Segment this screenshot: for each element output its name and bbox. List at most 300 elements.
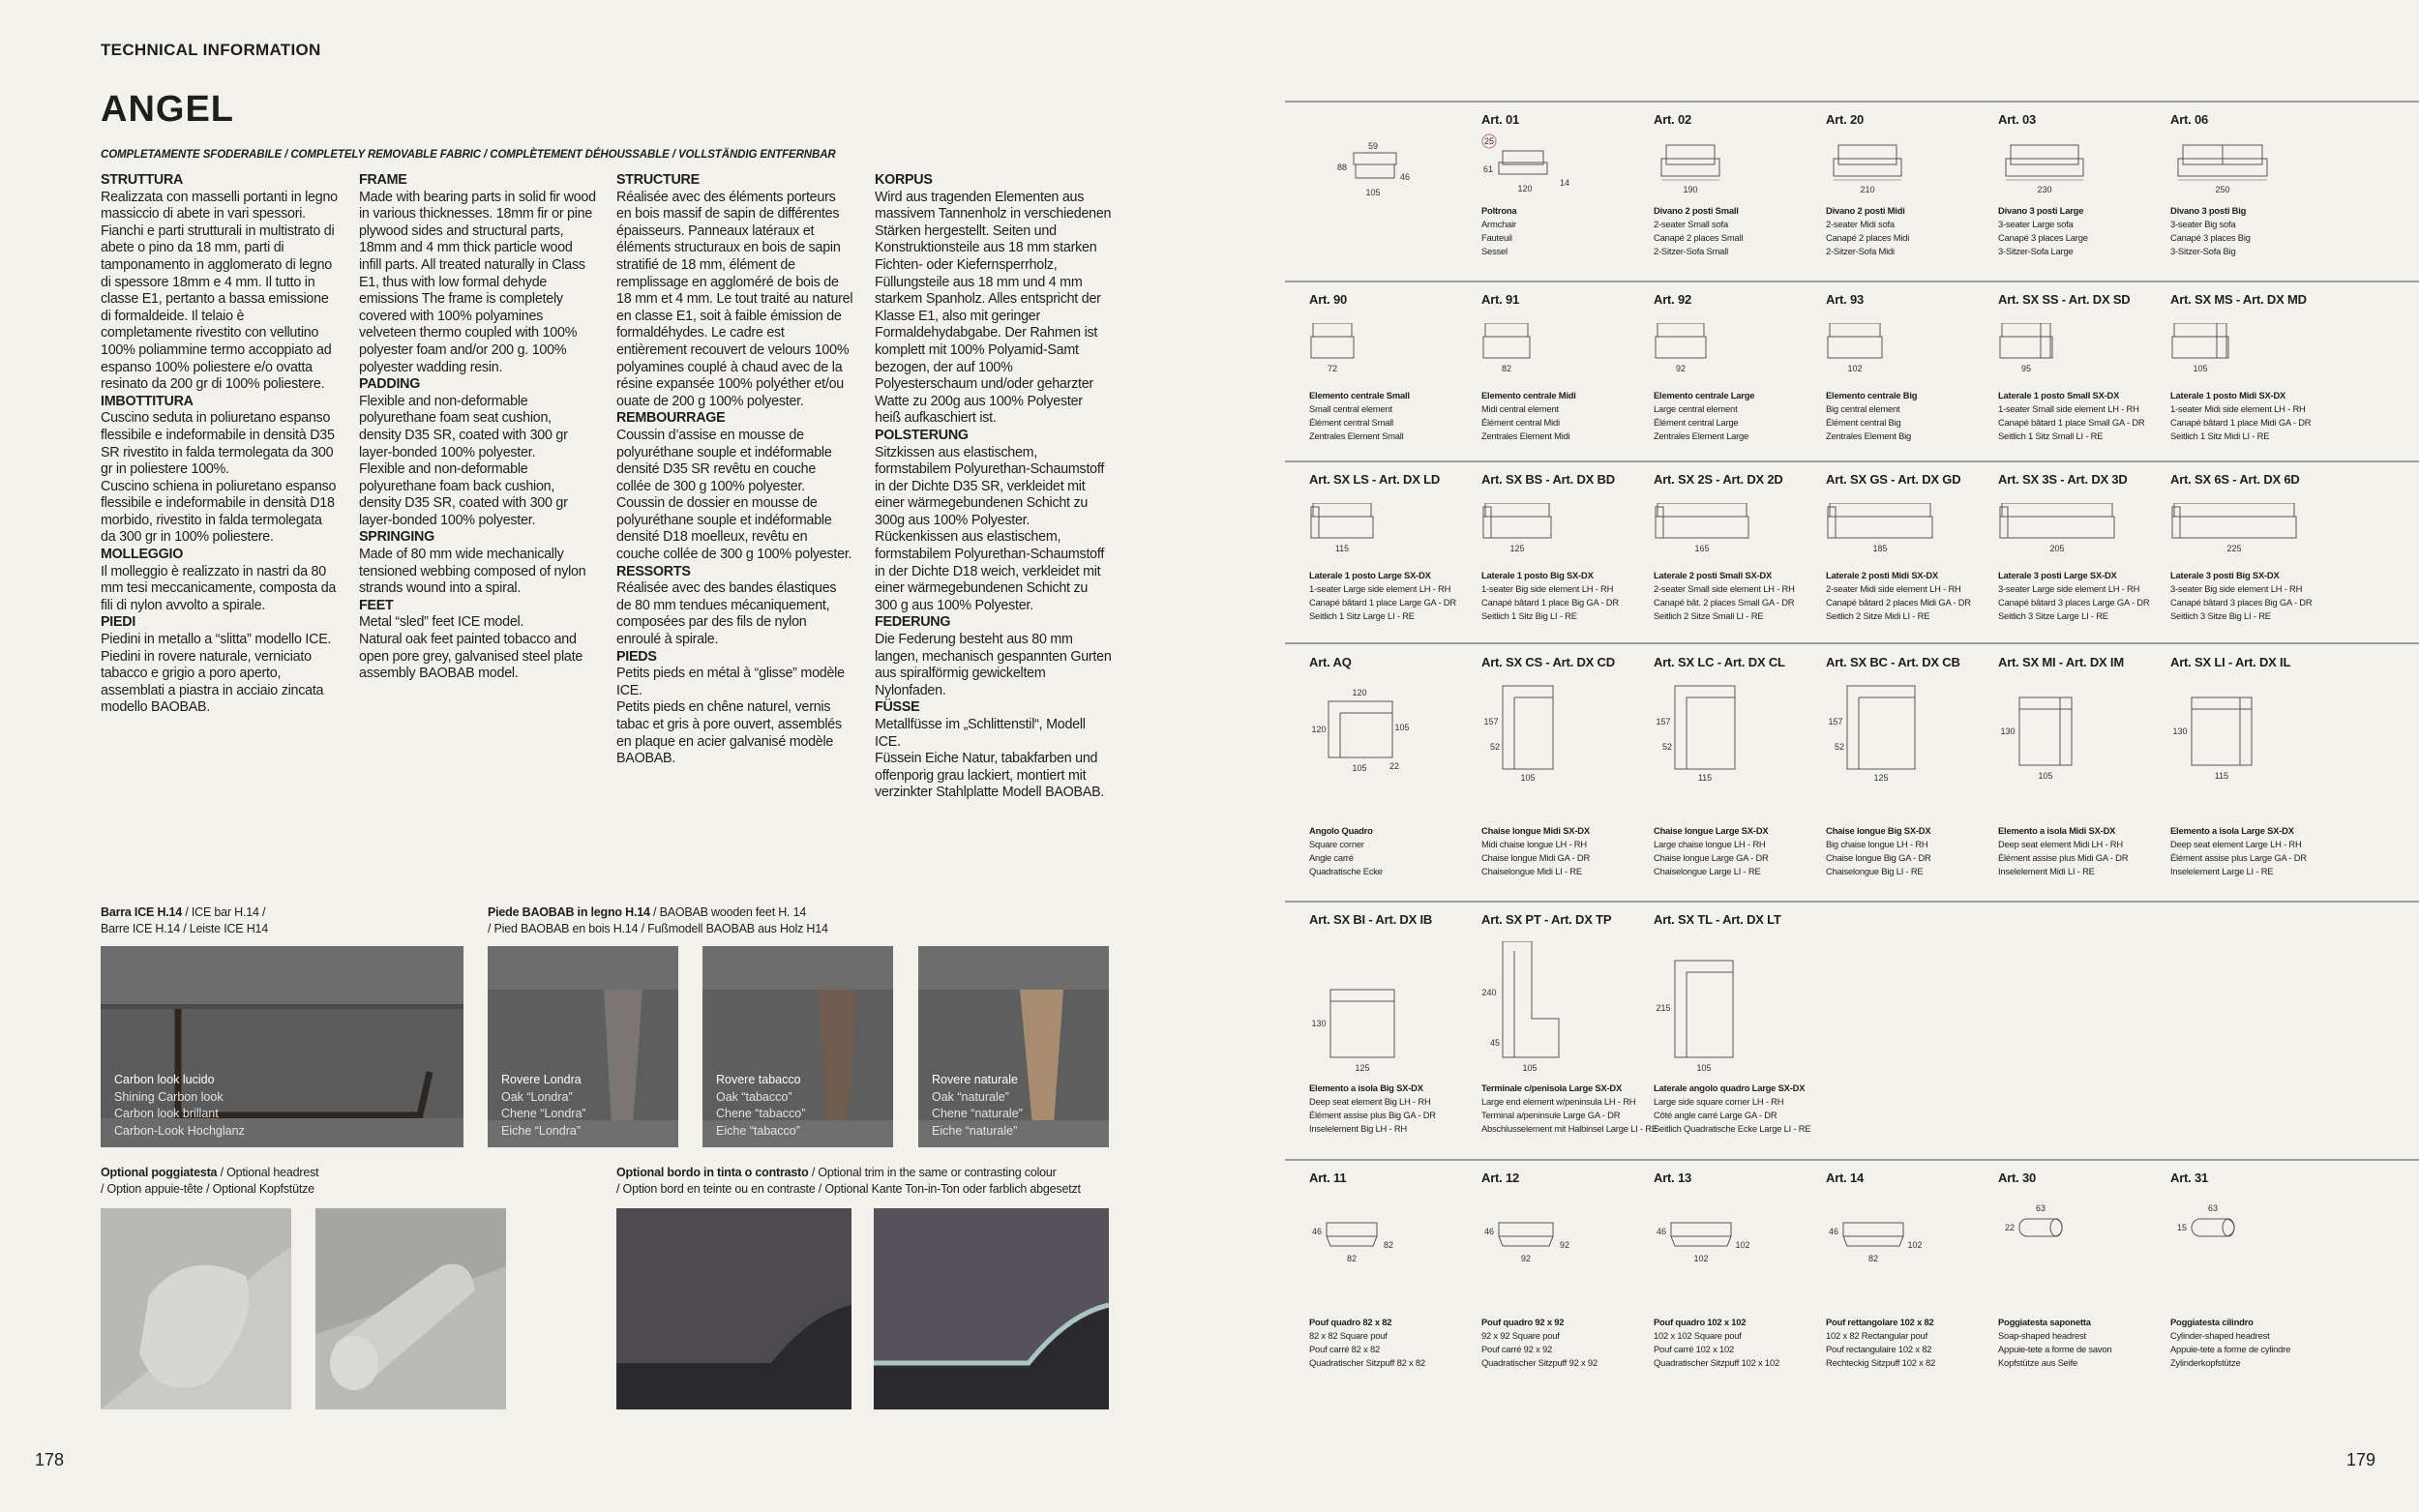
description-line: Élément assise plus Midi GA - DR bbox=[1998, 852, 2129, 863]
description-line: Côté angle carré Large GA - DR bbox=[1654, 1110, 1777, 1120]
dimension-label: 52 bbox=[1834, 742, 1845, 752]
dimension-label: 92 bbox=[1559, 1240, 1570, 1250]
dimension-label: 46 bbox=[1483, 1227, 1495, 1236]
description-line: Appuie-tete a forme de cylindre bbox=[2170, 1344, 2291, 1354]
description-line: 102 x 82 Rectangular pouf bbox=[1826, 1330, 1927, 1341]
dimension-label: 125 bbox=[1509, 544, 1525, 553]
description-line: Canapé 2 places Midi bbox=[1826, 232, 1910, 243]
dimension-label: 52 bbox=[1661, 742, 1673, 752]
article-code: Art. SX 3S - Art. DX 3D bbox=[1998, 472, 2128, 487]
description-line: 102 x 102 Square pouf bbox=[1654, 1330, 1742, 1341]
spec-column-4 bbox=[875, 172, 1112, 802]
ice-finish-label: Carbon look lucido Shining Carbon look Carbon look brillant Carbon-Look Hochglanz bbox=[114, 1073, 245, 1138]
description-line: Midi central element bbox=[1481, 403, 1559, 414]
item-description bbox=[1309, 824, 1485, 878]
page-number-left: 178 bbox=[35, 1450, 65, 1469]
module-drawing bbox=[2170, 684, 2341, 829]
dimension-label: 46 bbox=[1828, 1227, 1839, 1236]
description-line: 3-seater Large sofa bbox=[1998, 219, 2074, 229]
description-line: Appuie-tete a forme de savon bbox=[1998, 1344, 2112, 1354]
article-code: Art. SX 6S - Art. DX 6D bbox=[2170, 472, 2300, 487]
description-line: Elemento a isola Large SX-DX bbox=[2170, 825, 2294, 836]
article-code: Art. 91 bbox=[1481, 292, 1520, 307]
description-line: Pouf carré 82 x 82 bbox=[1309, 1344, 1381, 1354]
subtitle: COMPLETAMENTE SFODERABILE / COMPLETELY REMOVABLE FABRIC / COMPLÈTEMENT DÉHOUSSABLE / VOLLSTÄNDIG ENTFERNBAR bbox=[101, 149, 836, 161]
article-code: Art. SX LS - Art. DX LD bbox=[1309, 472, 1441, 487]
dimension-label: 45 bbox=[1489, 1038, 1501, 1048]
dimension-label: 88 bbox=[1336, 163, 1348, 172]
item-description bbox=[1654, 389, 1830, 443]
page-number-right: 179 bbox=[2346, 1450, 2376, 1469]
dimension-label: 14 bbox=[1559, 178, 1570, 188]
module-drawing bbox=[1309, 132, 1479, 209]
item-description bbox=[1654, 824, 1830, 878]
photo-trim-1 bbox=[616, 1208, 851, 1409]
dimension-label: 92 bbox=[1675, 364, 1687, 373]
description-line: Divano 3 posti Large bbox=[1998, 205, 2084, 216]
description-line: Quadratischer Sitzpuff 82 x 82 bbox=[1309, 1357, 1425, 1368]
dimension-label: 59 bbox=[1367, 141, 1379, 151]
article-code: Art. SX MI - Art. DX IM bbox=[1998, 655, 2124, 669]
description-line: Deep seat element Midi LH - RH bbox=[1998, 839, 2123, 849]
item-description bbox=[1481, 389, 1657, 443]
description-line: 3-Sitzer-Sofa Large bbox=[1998, 246, 2074, 256]
description-line: Chaise longue Large SX-DX bbox=[1654, 825, 1769, 836]
article-code: Art. 01 bbox=[1481, 112, 1520, 127]
article-code: Art. 90 bbox=[1309, 292, 1348, 307]
item-description bbox=[2170, 389, 2346, 443]
spec-heading: PIEDS bbox=[616, 648, 657, 665]
trim-same-colour-image bbox=[616, 1208, 851, 1409]
description-line: Elemento centrale Big bbox=[1826, 390, 1918, 400]
dimension-label: 157 bbox=[1656, 717, 1671, 726]
trim-contrast-image bbox=[874, 1208, 1109, 1409]
item-description bbox=[1826, 569, 2002, 623]
description-line: Large chaise longue LH - RH bbox=[1654, 839, 1766, 849]
description-line: Large end element w/peninsula LH - RH bbox=[1481, 1096, 1636, 1107]
photo-headrest-2 bbox=[315, 1208, 506, 1409]
row-divider bbox=[1285, 901, 2419, 903]
dimension-label: 15 bbox=[2176, 1223, 2188, 1232]
module-drawing bbox=[1654, 941, 1824, 1086]
dimension-label: 22 bbox=[2004, 1223, 2016, 1232]
item-description bbox=[1481, 824, 1657, 878]
article-code: Art. SX LC - Art. DX CL bbox=[1654, 655, 1785, 669]
description-line: Pouf quadro 82 x 82 bbox=[1309, 1317, 1392, 1327]
item-description bbox=[1309, 1082, 1485, 1136]
dimension-label: 82 bbox=[1867, 1254, 1879, 1263]
description-line: Elemento centrale Large bbox=[1654, 390, 1755, 400]
dimension-label: 105 bbox=[1365, 188, 1381, 197]
description-line: Armchair bbox=[1481, 219, 1516, 229]
spec-heading: RESSORTS bbox=[616, 563, 691, 579]
spec-text: Flexible and non-deformable polyurethane foam seat cushion, density D35 SR, coated with 300 gr layer-bonded 100% polyester. Flexible and non-deformable polyurethane foam back cushion, density D35 SR, coated with 300 gr layer-bonded 100% polyester. bbox=[359, 393, 568, 528]
module-drawing bbox=[1309, 684, 1479, 829]
spec-text: Il molleggio è realizzato in nastri da 80 mm tesi meccanicamente, composta da fili di nylon avvolto a spirale. bbox=[101, 563, 337, 613]
dimension-label: 157 bbox=[1483, 717, 1499, 726]
description-line: Laterale 1 posto Large SX-DX bbox=[1309, 570, 1431, 580]
dimension-label: 105 bbox=[1696, 1063, 1712, 1073]
description-line: Midi chaise longue LH - RH bbox=[1481, 839, 1587, 849]
item-description bbox=[1826, 824, 2002, 878]
article-code: Art. SX PT - Art. DX TP bbox=[1481, 912, 1612, 927]
spec-heading: FRAME bbox=[359, 172, 407, 188]
description-line: Deep seat element Big LH - RH bbox=[1309, 1096, 1431, 1107]
description-line: Zentrales Element Small bbox=[1309, 430, 1404, 441]
dimension-label: 46 bbox=[1311, 1227, 1323, 1236]
row-divider bbox=[1285, 642, 2419, 644]
dimension-label: 102 bbox=[1907, 1240, 1923, 1250]
description-line: Big chaise longue LH - RH bbox=[1826, 839, 1928, 849]
spec-heading: PADDING bbox=[359, 376, 421, 393]
item-description bbox=[1481, 1316, 1657, 1370]
headrest-image bbox=[101, 1208, 291, 1409]
spec-text: Die Federung besteht aus 80 mm langen, mechanisch gespannten Gurten aus spiralförmig gewickeltem Nylonfaden. bbox=[875, 632, 1112, 698]
dimension-label: 105 bbox=[1522, 1063, 1538, 1073]
photo-ice-carbon bbox=[101, 946, 463, 1147]
article-code: Art. SX TL - Art. DX LT bbox=[1654, 912, 1781, 927]
description-line: Seitlich 3 Sitze Large LI - RE bbox=[1998, 610, 2108, 621]
dimension-label: 102 bbox=[1735, 1240, 1750, 1250]
item-description bbox=[1481, 1082, 1657, 1136]
row-divider bbox=[1285, 281, 2419, 282]
article-code: Art. 93 bbox=[1826, 292, 1865, 307]
spec-text: Realizzata con masselli portanti in legno massiccio di abete in vari spessori. Fianchi e parti strutturali in multistrato di abete o pino da 18 mm, parti di tamponamento in agglomerato di legno di spessore 18mm e 4 mm. Il tutto in classe E1, pertanto a bassa emissione di formaldeide. Il telaio è completamente rivestito con vellutino 100% poliammine termo accoppiato ad espanso 100% poliestere e/o ovatta resinato da 200 gr di 100% poliestere. bbox=[101, 189, 338, 393]
description-line: Terminale c/penisola Large SX-DX bbox=[1481, 1082, 1623, 1093]
description-line: 1-seater Midi side element LH - RH bbox=[2170, 403, 2306, 414]
description-line: Pouf rectangulaire 102 x 82 bbox=[1826, 1344, 1932, 1354]
spec-text: Réalisée avec des éléments porteurs en bois massif de sapin de différentes épaisseurs. Panneaux latéraux et éléments structuraux en bois de sapin stratifié de 18 mm, élément de remplissage en aggloméré de bois de 18 mm et 4 mm. Le tout traité au naturel en classe E1, soit à faible émission de formaldéhydes. Le cadre est entièrement recouvert de velours 100% polyamines couplé à chaud avec de la résine expansée 100% polyéther et/ou ouate de 200 g 100% polyester. bbox=[616, 189, 853, 409]
item-description bbox=[1309, 389, 1485, 443]
description-line: 3-Sitzer-Sofa Big bbox=[2170, 246, 2236, 256]
description-line: Inselelement Large LI - RE bbox=[2170, 866, 2274, 876]
module-drawing bbox=[2170, 1200, 2341, 1277]
description-line: Poggiatesta cilindro bbox=[2170, 1317, 2254, 1327]
module-drawing bbox=[1481, 941, 1652, 1086]
description-line: Elemento centrale Small bbox=[1309, 390, 1410, 400]
spec-text: Cuscino seduta in poliuretano espanso flessibile e indeformabile in densità D35 SR rivestito in falda termolegata da 300 gr in poliestere 100%. Cuscino schiena in poliuretano espanso flessibile e indeformabile in densità D18 morbido, rivestito in falda termolegata da 300 gr in 100% poliestere. bbox=[101, 410, 337, 546]
article-code: Art. SX BI - Art. DX IB bbox=[1309, 912, 1433, 927]
dimension-label: 102 bbox=[1847, 364, 1863, 373]
description-line: Kopfstütze aus Seife bbox=[1998, 1357, 2077, 1368]
description-line: Seitlich 1 Sitz Midi LI - RE bbox=[2170, 430, 2270, 441]
article-code: Art. 03 bbox=[1998, 112, 2037, 127]
dimension-label: 130 bbox=[2172, 726, 2188, 736]
spec-heading: STRUCTURE bbox=[616, 172, 700, 188]
spec-heading: PIEDI bbox=[101, 614, 136, 631]
description-line: Chaise longue Big SX-DX bbox=[1826, 825, 1931, 836]
description-line: Fauteuil bbox=[1481, 232, 1512, 243]
article-code: Art. SX SS - Art. DX SD bbox=[1998, 292, 2131, 307]
spec-column-1 bbox=[101, 172, 338, 717]
spec-heading: SPRINGING bbox=[359, 529, 434, 546]
description-line: Big central element bbox=[1826, 403, 1900, 414]
description-line: 2-seater Midi sofa bbox=[1826, 219, 1895, 229]
spec-text: Réalisée avec des bandes élastiques de 80 mm tendues mécaniquement, composées par des fils de nylon enroulé à spirale. bbox=[616, 580, 837, 648]
article-code: Art. SX BS - Art. DX BD bbox=[1481, 472, 1615, 487]
description-line: Laterale 1 posto Midi SX-DX bbox=[2170, 390, 2286, 400]
description-line: Canapé bâtard 2 places Midi GA - DR bbox=[1826, 597, 1971, 608]
module-drawing bbox=[1481, 132, 1652, 209]
description-line: Laterale 1 posto Small SX-DX bbox=[1998, 390, 2120, 400]
dimension-label: 72 bbox=[1327, 364, 1338, 373]
photo-headrest-1 bbox=[101, 1208, 291, 1409]
article-code: Art. 31 bbox=[2170, 1171, 2209, 1185]
description-line: Cylinder-shaped headrest bbox=[2170, 1330, 2270, 1341]
spec-text: Metal “sled” feet ICE model. Natural oak feet painted tobacco and open pore grey, galvanised steel plate assembly BAOBAB model. bbox=[359, 614, 583, 682]
description-line: Canapé 2 places Small bbox=[1654, 232, 1744, 243]
description-line: Quadratischer Sitzpuff 102 x 102 bbox=[1654, 1357, 1779, 1368]
description-line: Sessel bbox=[1481, 246, 1508, 256]
dimension-label: 105 bbox=[1520, 773, 1536, 783]
description-line: Canapé 3 places Large bbox=[1998, 232, 2088, 243]
description-line: Canapé 3 places Big bbox=[2170, 232, 2251, 243]
dimension-label: 120 bbox=[1311, 725, 1327, 734]
dimension-label: 125 bbox=[1873, 773, 1889, 783]
dimension-label: 250 bbox=[2215, 185, 2230, 194]
description-line: Laterale 2 posti Small SX-DX bbox=[1654, 570, 1773, 580]
description-line: Pouf rettangolare 102 x 82 bbox=[1826, 1317, 1934, 1327]
description-line: 82 x 82 Square pouf bbox=[1309, 1330, 1388, 1341]
dimension-label: 61 bbox=[1482, 164, 1494, 174]
description-line: Pouf quadro 102 x 102 bbox=[1654, 1317, 1747, 1327]
description-line: Terminal a/peninsule Large GA - DR bbox=[1481, 1110, 1621, 1120]
description-line: 3-seater Big side element LH - RH bbox=[2170, 583, 2303, 594]
spec-heading: REMBOURRAGE bbox=[616, 410, 726, 427]
dimension-label: 225 bbox=[2226, 544, 2242, 553]
description-line: Poggiatesta saponetta bbox=[1998, 1317, 2091, 1327]
description-line: 1-seater Small side element LH - RH bbox=[1998, 403, 2139, 414]
description-line: Chaiselongue Large LI - RE bbox=[1654, 866, 1761, 876]
description-line: Seitlich 3 Sitze Big LI - RE bbox=[2170, 610, 2271, 621]
description-line: Seitlich 1 Sitz Large LI - RE bbox=[1309, 610, 1415, 621]
photo-trim-2 bbox=[874, 1208, 1109, 1409]
spec-heading: FEDERUNG bbox=[875, 614, 951, 631]
article-code: Art. SX CS - Art. DX CD bbox=[1481, 655, 1615, 669]
article-code: Art. 14 bbox=[1826, 1171, 1865, 1185]
article-code: Art. 92 bbox=[1654, 292, 1692, 307]
article-code: Art. SX MS - Art. DX MD bbox=[2170, 292, 2307, 307]
article-code: Art. SX GS - Art. DX GD bbox=[1826, 472, 1961, 487]
spec-heading: POLSTERUNG bbox=[875, 427, 969, 443]
item-description bbox=[1654, 569, 1830, 623]
article-code: Art. SX LI - Art. DX IL bbox=[2170, 655, 2291, 669]
description-line: Élément central Midi bbox=[1481, 417, 1560, 428]
spec-text: Petits pieds en métal à “glisse” modèle ICE. Petits pieds en chêne naturel, vernis tabac et gris à pore ouvert, assemblés en plaque en acier galvanisé modèle BAOBAB. bbox=[616, 666, 845, 767]
dimension-label: 130 bbox=[2000, 726, 2016, 736]
description-line: Pouf carré 102 x 102 bbox=[1654, 1344, 1735, 1354]
description-line: Chaise longue Midi GA - DR bbox=[1481, 852, 1591, 863]
item-description bbox=[1654, 1316, 1830, 1370]
item-description bbox=[2170, 569, 2346, 623]
dimension-label: 102 bbox=[1693, 1254, 1709, 1263]
dimension-label: 63 bbox=[2207, 1203, 2219, 1213]
description-line: 3-seater Large side element LH - RH bbox=[1998, 583, 2140, 594]
module-drawing bbox=[1481, 684, 1652, 829]
description-line: 2-seater Small side element LH - RH bbox=[1654, 583, 1795, 594]
dimension-label: 115 bbox=[2214, 771, 2229, 781]
spec-heading: MOLLEGGIO bbox=[101, 547, 184, 563]
description-line: Laterale angolo quadro Large SX-DX bbox=[1654, 1082, 1806, 1093]
spec-text: Wird aus tragenden Elementen aus massivem Tannenholz in verschiedenen Stärken hergestellt. Seiten und Konstruktionsteile aus 18 mm starken Fichten- oder Kiefernsperrholz, Füllungsteile aus 18 mm und 4 mm starkem Spanholz. Alles entspricht der Klasse E1, also mit geringer Formaldehydabgabe. Der Rahmen ist komplett mit 100% Polyamid-Samt bezogen, der auf 100% Polyesterschaum und/oder geharzter Watte zu 200g aus 100% Polyester heiß aufkaschiert ist. bbox=[875, 189, 1112, 427]
article-code: Art. 02 bbox=[1654, 112, 1692, 127]
description-line: Divano 2 posti Small bbox=[1654, 205, 1739, 216]
dimension-label: 82 bbox=[1501, 364, 1512, 373]
item-description bbox=[1826, 204, 2002, 258]
description-line: Zentrales Element Big bbox=[1826, 430, 1912, 441]
module-drawing bbox=[1826, 1200, 1996, 1277]
item-description bbox=[1998, 204, 2174, 258]
description-line: Laterale 2 posti Midi SX-DX bbox=[1826, 570, 1938, 580]
module-drawing bbox=[1654, 1200, 1824, 1277]
spec-text: Made of 80 mm wide mechanically tensioned webbing composed of nylon strands wound into a spiral. bbox=[359, 547, 586, 597]
description-line: Small central element bbox=[1309, 403, 1392, 414]
description-line: Angolo Quadro bbox=[1309, 825, 1373, 836]
item-description bbox=[1998, 824, 2174, 878]
description-line: 92 x 92 Square pouf bbox=[1481, 1330, 1560, 1341]
spec-text: Sitzkissen aus elastischem, formstabilem Polyurethan-Schaumstoff in der Dichte D35 SR, verkleidet mit einer wärmegebundenen Schicht zu 300g aus 100% Polyester. Rückenkissen aus elastischem, formstabilem Polyurethan-Schaumstoff in der Dichte D18 weich, verkleidet mit einer wärmegebundenen Schicht zu 300 g aus 100% Polyester. bbox=[875, 444, 1105, 613]
description-line: Seitlich 1 Sitz Big LI - RE bbox=[1481, 610, 1577, 621]
item-description bbox=[1998, 569, 2174, 623]
description-line: Zentrales Element Large bbox=[1654, 430, 1749, 441]
article-code: Art. 06 bbox=[2170, 112, 2209, 127]
description-line: Élément central Small bbox=[1309, 417, 1393, 428]
description-line: Chaise longue Large GA - DR bbox=[1654, 852, 1769, 863]
description-line: Soap-shaped headrest bbox=[1998, 1330, 2086, 1341]
description-line: Seitlich 2 Sitze Midi LI - RE bbox=[1826, 610, 1930, 621]
dimension-label: 215 bbox=[1656, 1003, 1671, 1013]
spec-heading: FÜSSE bbox=[875, 699, 920, 716]
description-line: Chaiselongue Midi LI - RE bbox=[1481, 866, 1582, 876]
description-line: 2-seater Midi side element LH - RH bbox=[1826, 583, 1961, 594]
item-description bbox=[1481, 204, 1657, 258]
description-line: Chaise longue Big GA - DR bbox=[1826, 852, 1931, 863]
item-description bbox=[1309, 569, 1485, 623]
dimension-label: 95 bbox=[2020, 364, 2032, 373]
dimension-label: 82 bbox=[1346, 1254, 1358, 1263]
description-line: Elemento a isola Midi SX-DX bbox=[1998, 825, 2116, 836]
module-drawing bbox=[1826, 684, 1996, 829]
description-line: Inselelement Midi LI - RE bbox=[1998, 866, 2095, 876]
description-line: Élément assise plus Big GA - DR bbox=[1309, 1110, 1436, 1120]
dimension-label: 157 bbox=[1828, 717, 1843, 726]
description-line: Élément assise plus Large GA - DR bbox=[2170, 852, 2307, 863]
oak-londra-label: Rovere Londra Oak “Londra” Chene “Londra” Eiche “Londra” bbox=[501, 1073, 586, 1138]
headrest-cylinder-image bbox=[315, 1208, 506, 1409]
item-description bbox=[1654, 1082, 1830, 1136]
description-line: 2-seater Small sofa bbox=[1654, 219, 1728, 229]
dimension-label: 205 bbox=[2049, 544, 2065, 553]
description-line: Canapé bât. 2 places Small GA - DR bbox=[1654, 597, 1795, 608]
dimension-label: 240 bbox=[1481, 988, 1497, 997]
spec-text: Coussin d’assise en mousse de polyuréthane souple et indéformable densité D35 SR revêtu en couche collée de 300 g 100% polyester. Coussin de dossier en mousse de polyuréthane souple et indéformable densité D18 moelleux, revêtu en couche collée de 300 g 100% polyester. bbox=[616, 427, 852, 563]
description-line: Seitlich 2 Sitze Small LI - RE bbox=[1654, 610, 1764, 621]
photo-oak-tabacco bbox=[702, 946, 893, 1147]
baobab-caption: Piede BAOBAB in legno H.14 / BAOBAB wooden feet H. 14 / Pied BAOBAB en bois H.14 / Fußmodell BAOBAB aus Holz H14 bbox=[488, 905, 828, 935]
spec-text: Metallfüsse im „Schlittenstil“, Modell ICE. Füssein Eiche Natur, tabakfarben und offenporig grau lackiert, montiert mit verzinkter Stahlplatte Modell BAOBAB. bbox=[875, 717, 1105, 801]
row-divider bbox=[1285, 101, 2419, 103]
item-description bbox=[1481, 569, 1657, 623]
article-code: Art. SX BC - Art. DX CB bbox=[1826, 655, 1960, 669]
description-line: Abschlusselement mit Halbinsel Large LI - RE bbox=[1481, 1123, 1657, 1134]
description-line: Canapé bâtard 1 place Midi GA - DR bbox=[2170, 417, 2312, 428]
dimension-label: 115 bbox=[1697, 773, 1713, 783]
description-line: Laterale 1 posto Big SX-DX bbox=[1481, 570, 1594, 580]
dimension-label: 52 bbox=[1489, 742, 1501, 752]
description-line: Canapé bâtard 1 place Large GA - DR bbox=[1309, 597, 1456, 608]
dimension-label: 105 bbox=[2038, 771, 2053, 781]
module-drawing bbox=[1654, 684, 1824, 829]
ice-caption: Barra ICE H.14 / ICE bar H.14 / Barre ICE H.14 / Leiste ICE H14 bbox=[101, 905, 269, 935]
dimension-label: 185 bbox=[1872, 544, 1888, 553]
module-drawing bbox=[1481, 1200, 1652, 1277]
spec-heading: IMBOTTITURA bbox=[101, 393, 194, 409]
description-line: Laterale 3 posti Large SX-DX bbox=[1998, 570, 2117, 580]
dimension-label: 165 bbox=[1694, 544, 1710, 553]
dimension-label: 115 bbox=[1334, 544, 1350, 553]
description-line: Large central element bbox=[1654, 403, 1738, 414]
row-divider bbox=[1285, 460, 2419, 462]
photo-oak-naturale bbox=[918, 946, 1109, 1147]
dimension-label: 22 bbox=[1389, 761, 1400, 771]
article-code: Art. 11 bbox=[1309, 1171, 1347, 1185]
description-line: 1-seater Big side element LH - RH bbox=[1481, 583, 1614, 594]
dimension-label: 105 bbox=[1352, 763, 1367, 773]
dimension-label: 25 bbox=[1483, 136, 1495, 146]
description-line: Quadratischer Sitzpuff 92 x 92 bbox=[1481, 1357, 1598, 1368]
description-line: Elemento a isola Big SX-DX bbox=[1309, 1082, 1423, 1093]
dimension-label: 190 bbox=[1683, 185, 1698, 194]
description-line: Divano 2 posti Midi bbox=[1826, 205, 1905, 216]
oak-naturale-label: Rovere naturale Oak “naturale” Chene “naturale” Eiche “naturale” bbox=[932, 1073, 1023, 1138]
dimension-label: 92 bbox=[1520, 1254, 1532, 1263]
dimension-label: 120 bbox=[1517, 184, 1533, 193]
dimension-label: 210 bbox=[1860, 185, 1875, 194]
article-code: Art. SX 2S - Art. DX 2D bbox=[1654, 472, 1783, 487]
description-line: Pouf carré 92 x 92 bbox=[1481, 1344, 1553, 1354]
description-line: Canapé bâtard 3 places Big GA - DR bbox=[2170, 597, 2313, 608]
description-line: Quadratische Ecke bbox=[1309, 866, 1383, 876]
description-line: Seitlich 1 Sitz Small LI - RE bbox=[1998, 430, 2104, 441]
description-line: Élément central Large bbox=[1654, 417, 1739, 428]
description-line: Pouf quadro 92 x 92 bbox=[1481, 1317, 1565, 1327]
item-description bbox=[1826, 389, 2002, 443]
spec-heading: STRUTTURA bbox=[101, 172, 184, 188]
row-divider bbox=[1285, 1159, 2419, 1161]
oak-tabacco-label: Rovere tabacco Oak “tabacco” Chene “tabacco” Eiche “tabacco” bbox=[716, 1073, 806, 1138]
spec-text: Made with bearing parts in solid fir wood in various thicknesses. 18mm fir or pine plywood sides and structural parts, 18mm and 4 mm thick particle wood infill parts. All treated naturally in Class E1, thus with low formal dehyde emissions The frame is completely covered with 100% polyamines velveteen thermo coupled with 100% polyester foam and/or 200 g. 100% polyester wadding resin. bbox=[359, 189, 596, 375]
item-description bbox=[2170, 204, 2346, 258]
description-line: Poltrona bbox=[1481, 205, 1517, 216]
headrest-caption: Optional poggiatesta / Optional headrest / Option appuie-tête / Optional Kopfstütze bbox=[101, 1166, 319, 1196]
dimension-label: 105 bbox=[1394, 723, 1410, 732]
spec-heading: FEET bbox=[359, 597, 394, 613]
section-label: TECHNICAL INFORMATION bbox=[101, 41, 321, 59]
dimension-label: 46 bbox=[1656, 1227, 1667, 1236]
dimension-label: 125 bbox=[1355, 1063, 1370, 1073]
description-line: Chaiselongue Big LI - RE bbox=[1826, 866, 1924, 876]
description-line: Canapé bâtard 1 place Small GA - DR bbox=[1998, 417, 2145, 428]
photo-oak-londra bbox=[488, 946, 678, 1147]
item-description bbox=[2170, 824, 2346, 878]
dimension-label: 46 bbox=[1399, 172, 1411, 182]
page-title: ANGEL bbox=[101, 89, 234, 130]
description-line: Rechteckig Sitzpuff 102 x 82 bbox=[1826, 1357, 1936, 1368]
dimension-label: 82 bbox=[1383, 1240, 1394, 1250]
description-line: Canapé bâtard 3 places Large GA - DR bbox=[1998, 597, 2150, 608]
module-drawing bbox=[1998, 684, 2168, 829]
description-line: 1-seater Large side element LH - RH bbox=[1309, 583, 1451, 594]
